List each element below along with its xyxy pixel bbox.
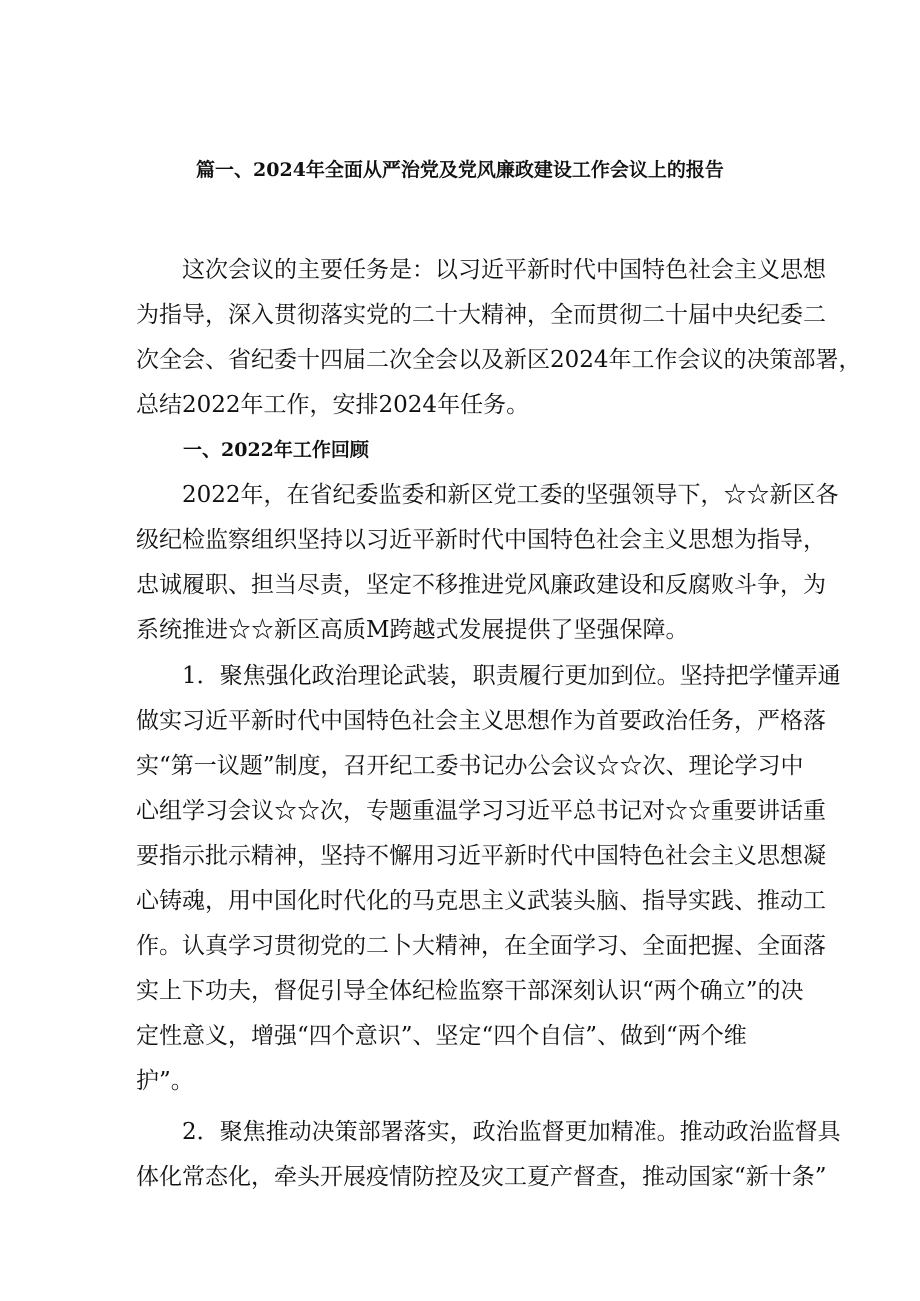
paragraph-line: 次全会、省纪委十四届二次全会以及新区2024年工作会议的决策部署， [136, 347, 862, 373]
paragraph-line: 忠诚履职、担当尽责，坚定不移推进党风廉政建设和反腐败斗争，为 [136, 572, 826, 598]
paragraph-line: 为指导，深入贯彻落实党的二十大精神，全而贯彻二十届中央纪委二 [136, 302, 826, 328]
paragraph-line: 1．聚焦强化政治理论武装，职责履行更加到位。坚持把学懂弄通 [182, 663, 841, 689]
section-heading: 一、2022年工作回顾 [183, 439, 369, 461]
paragraph-line: 作。认真学习贯彻党的二卜大精神，在全面学习、全面把握、全面落 [136, 933, 826, 959]
paragraph-line: 定性意义，增强“四个意识”、坚定“四个自信”、做到“两个维 [136, 1023, 747, 1049]
paragraph-line: 做实习近平新时代中国特色社会主义思想作为首要政治任务，严格落 [136, 708, 826, 734]
paragraph-line: 2．聚焦推动决策部署落实，政治监督更加精准。推动政治监督具 [182, 1119, 841, 1145]
paragraph-line: 心组学习会议☆☆次，专题重温学习习近平总书记对☆☆重要讲话重 [136, 798, 826, 824]
paragraph-line: 心铸魂，用中国化时代化的马克思主义武装头脑、指导实践、推动工 [136, 888, 826, 914]
paragraph-line: 要指示批示精神，坚持不懈用习近平新时代中国特色社会主义思想凝 [136, 843, 826, 869]
paragraph-line: 2022年，在省纪委监委和新区党工委的坚强领导下，☆☆新区各 [182, 482, 839, 508]
paragraph-line: 这次会议的主要任务是：以习近平新时代中国特色社会主义思想 [182, 257, 826, 283]
paragraph-line: 总结2022年工作，安排2024年任务。 [136, 392, 530, 418]
paragraph-line: 体化常态化，牵头开展疫情防控及灾工夏产督查，推动国家“新十条” [136, 1164, 827, 1190]
paragraph-line: 护”。 [136, 1068, 194, 1094]
document-title: 篇一、2024年全面从严治党及党风廉政建设工作会议上的报告 [196, 159, 724, 181]
paragraph-line: 实“第一议题”制度，召开纪工委书记办公会议☆☆次、理论学习中 [136, 753, 804, 779]
paragraph-line: 实上下功夫，督促引导全体纪检监察干部深刻认识“两个确立”的决 [136, 978, 804, 1004]
paragraph-line: 级纪检监察组织坚持以习近平新时代中国特色社会主义思想为指导， [136, 527, 826, 553]
paragraph-line: 系统推进☆☆新区高质M跨越式发展提供了坚强保障。 [136, 617, 689, 643]
